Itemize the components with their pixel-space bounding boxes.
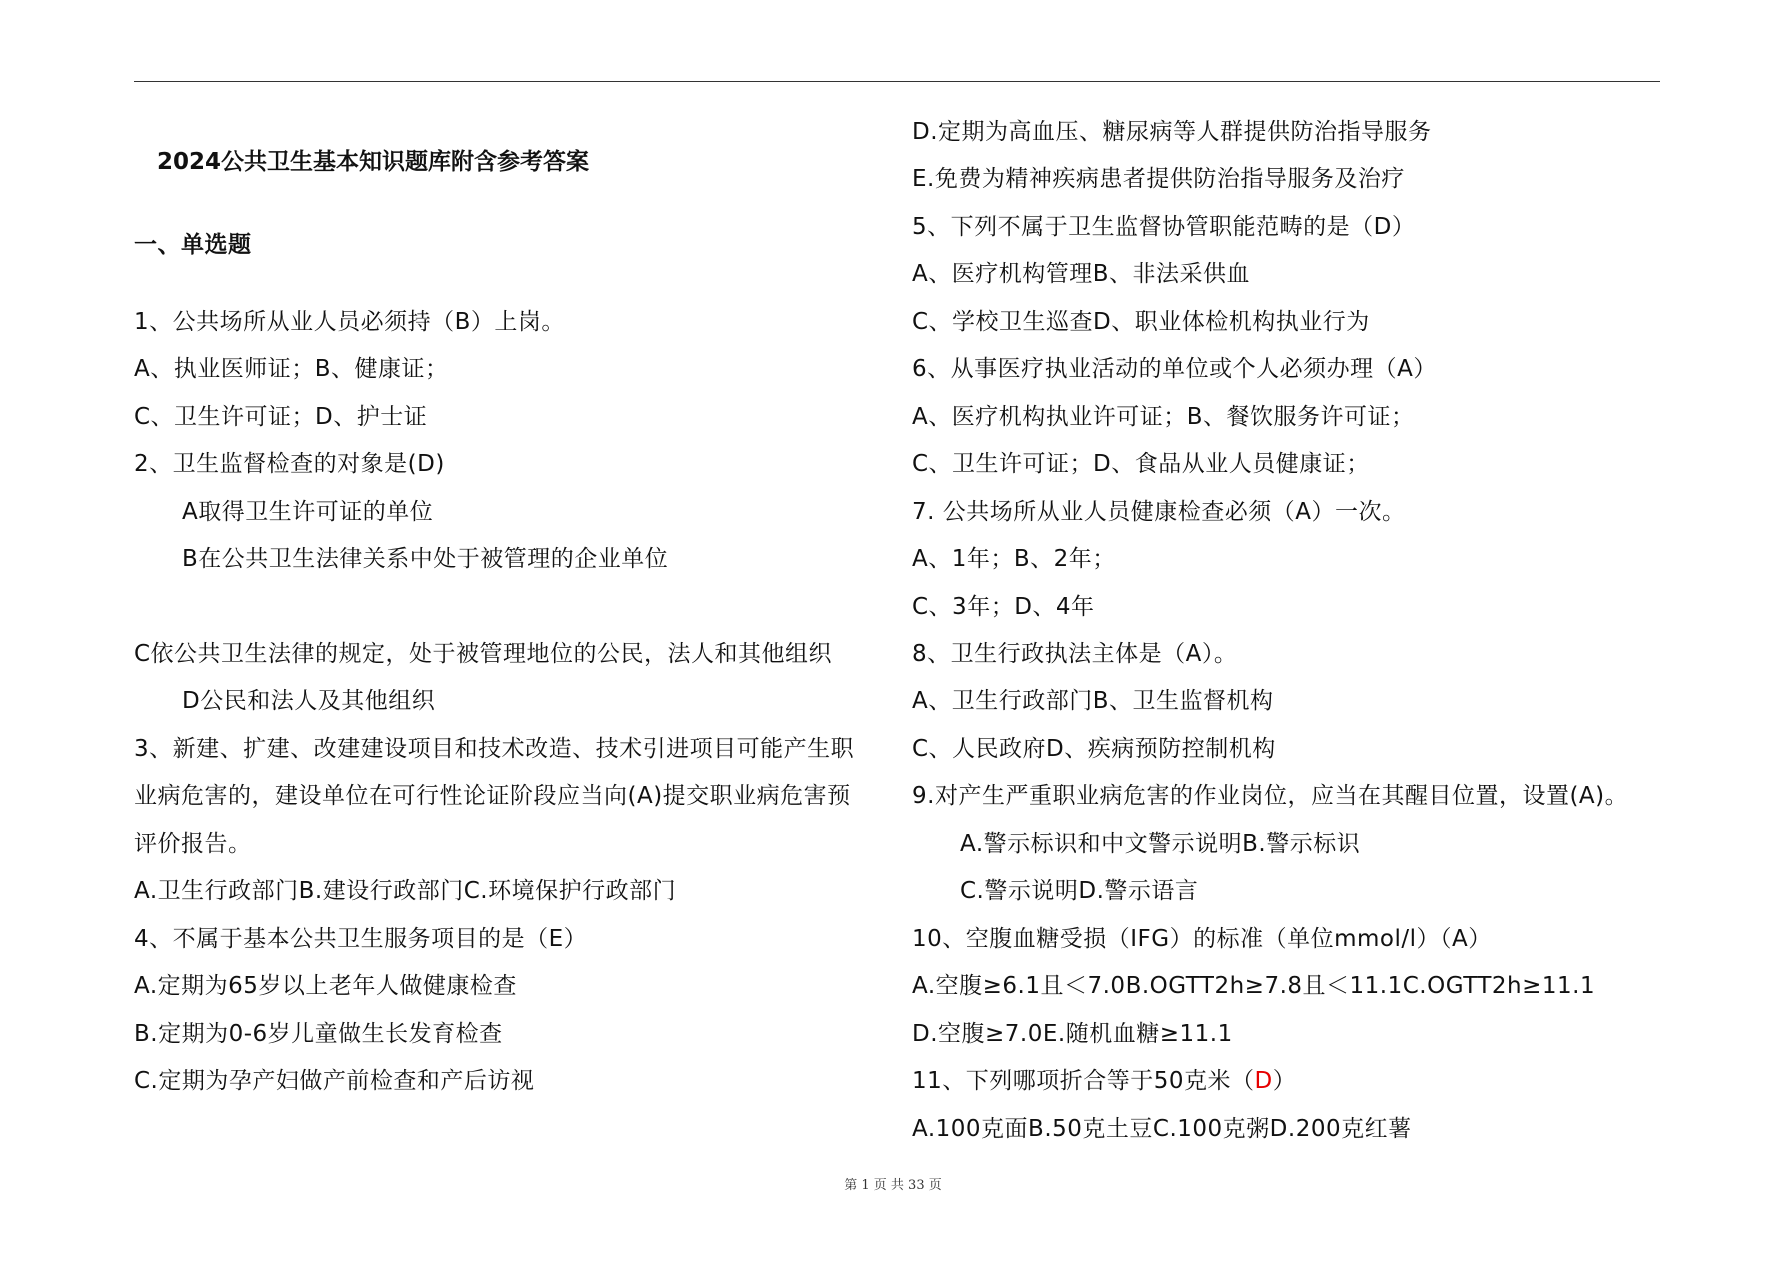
question-7-options-ab: A、1年；B、2年； [912,546,1116,572]
question-7: 7. 公共场所从业人员健康检查必须（A）一次。 [912,499,1406,525]
question-11 [912,1066,1296,1096]
question-2-option-d: D公民和法人及其他组织 [182,688,436,714]
question-4-option-e: E.免费为精神疾病患者提供防治指导服务及治疗 [912,166,1405,192]
question-9-options-ab: A.警示标识和中文警示说明B.警示标识 [960,831,1361,857]
question-8-options-cd: C、人民政府D、疾病预防控制机构 [912,736,1276,762]
question-5-options-ab: A、医疗机构管理B、非法采供血 [912,261,1251,287]
question-5: 5、下列不属于卫生监督协管职能范畴的是（D） [912,214,1416,240]
question-10-options-abc: A.空腹≥6.1且＜7.0B.OGTT2h≥7.8且＜11.1C.OGTT2h≥11.1 [912,973,1596,999]
question-4-option-b: B.定期为0-6岁儿童做生长发育检查 [134,1021,503,1047]
question-2-option-c: C依公共卫生法律的规定，处于被管理地位的公民，法人和其他组织 [134,641,833,667]
question-1: 1、公共场所从业人员必须持（B）上岗。 [134,309,565,335]
question-6-options-cd: C、卫生许可证；D、食品从业人员健康证； [912,451,1370,477]
question-11-answer: D [1254,1068,1273,1094]
page-title: 2024公共卫生基本知识题库附含参考答案 [157,149,590,175]
question-8: 8、卫生行政执法主体是（A）。 [912,641,1238,667]
question-10-options-de: D.空腹≥7.0E.随机血糖≥11.1 [912,1021,1233,1047]
question-9: 9.对产生严重职业病危害的作业岗位，应当在其醒目位置，设置(A)。 [912,783,1629,809]
question-2-option-a: A取得卫生许可证的单位 [182,499,434,525]
question-4: 4、不属于基本公共卫生服务项目的是（E） [134,926,588,952]
question-1-options-cd: C、卫生许可证；D、护士证 [134,404,428,430]
question-11-stem: 11、下列哪项折合等于50克米（ [912,1068,1255,1094]
question-5-options-cd: C、学校卫生巡查D、职业体检机构执业行为 [912,309,1370,335]
question-4-option-c: C.定期为孕产妇做产前检查和产后访视 [134,1068,535,1094]
question-6-options-ab: A、医疗机构执业许可证；B、餐饮服务许可证； [912,404,1415,430]
question-3-options: A.卫生行政部门B.建设行政部门C.环境保护行政部门 [134,878,677,904]
question-11-options: A.100克面B.50克土豆C.100克粥D.200克红薯 [912,1116,1412,1142]
question-2: 2、卫生监督检查的对象是(D) [134,451,445,477]
question-7-options-cd: C、3年；D、4年 [912,594,1095,620]
question-6: 6、从事医疗执业活动的单位或个人必须办理（A） [912,356,1437,382]
question-11-close-paren: ） [1272,1068,1297,1094]
question-1-options-ab: A、执业医师证；B、健康证； [134,356,449,382]
question-3-line-3: 评价报告。 [134,831,252,857]
section-heading: 一、单选题 [134,232,252,258]
header-rule [134,81,1660,82]
question-4-option-d: D.定期为高血压、糖尿病等人群提供防治指导服务 [912,119,1432,145]
question-10: 10、空腹血糖受损（IFG）的标准（单位mmol/l）（A） [912,926,1492,952]
question-8-options-ab: A、卫生行政部门B、卫生监督机构 [912,688,1274,714]
page-number-label: 第 1 页 共 33 页 [844,1178,942,1193]
question-9-options-cd: C.警示说明D.警示语言 [960,878,1199,904]
question-4-option-a: A.定期为65岁以上老年人做健康检查 [134,973,517,999]
question-3-line-2: 业病危害的，建设单位在可行性论证阶段应当向(A)提交职业病危害预 [134,783,851,809]
question-2-option-b: B在公共卫生法律关系中处于被管理的企业单位 [182,546,669,572]
question-3-line-1: 3、新建、扩建、改建建设项目和技术改造、技术引进项目可能产生职 [134,736,855,762]
page-footer [0,1174,1786,1193]
